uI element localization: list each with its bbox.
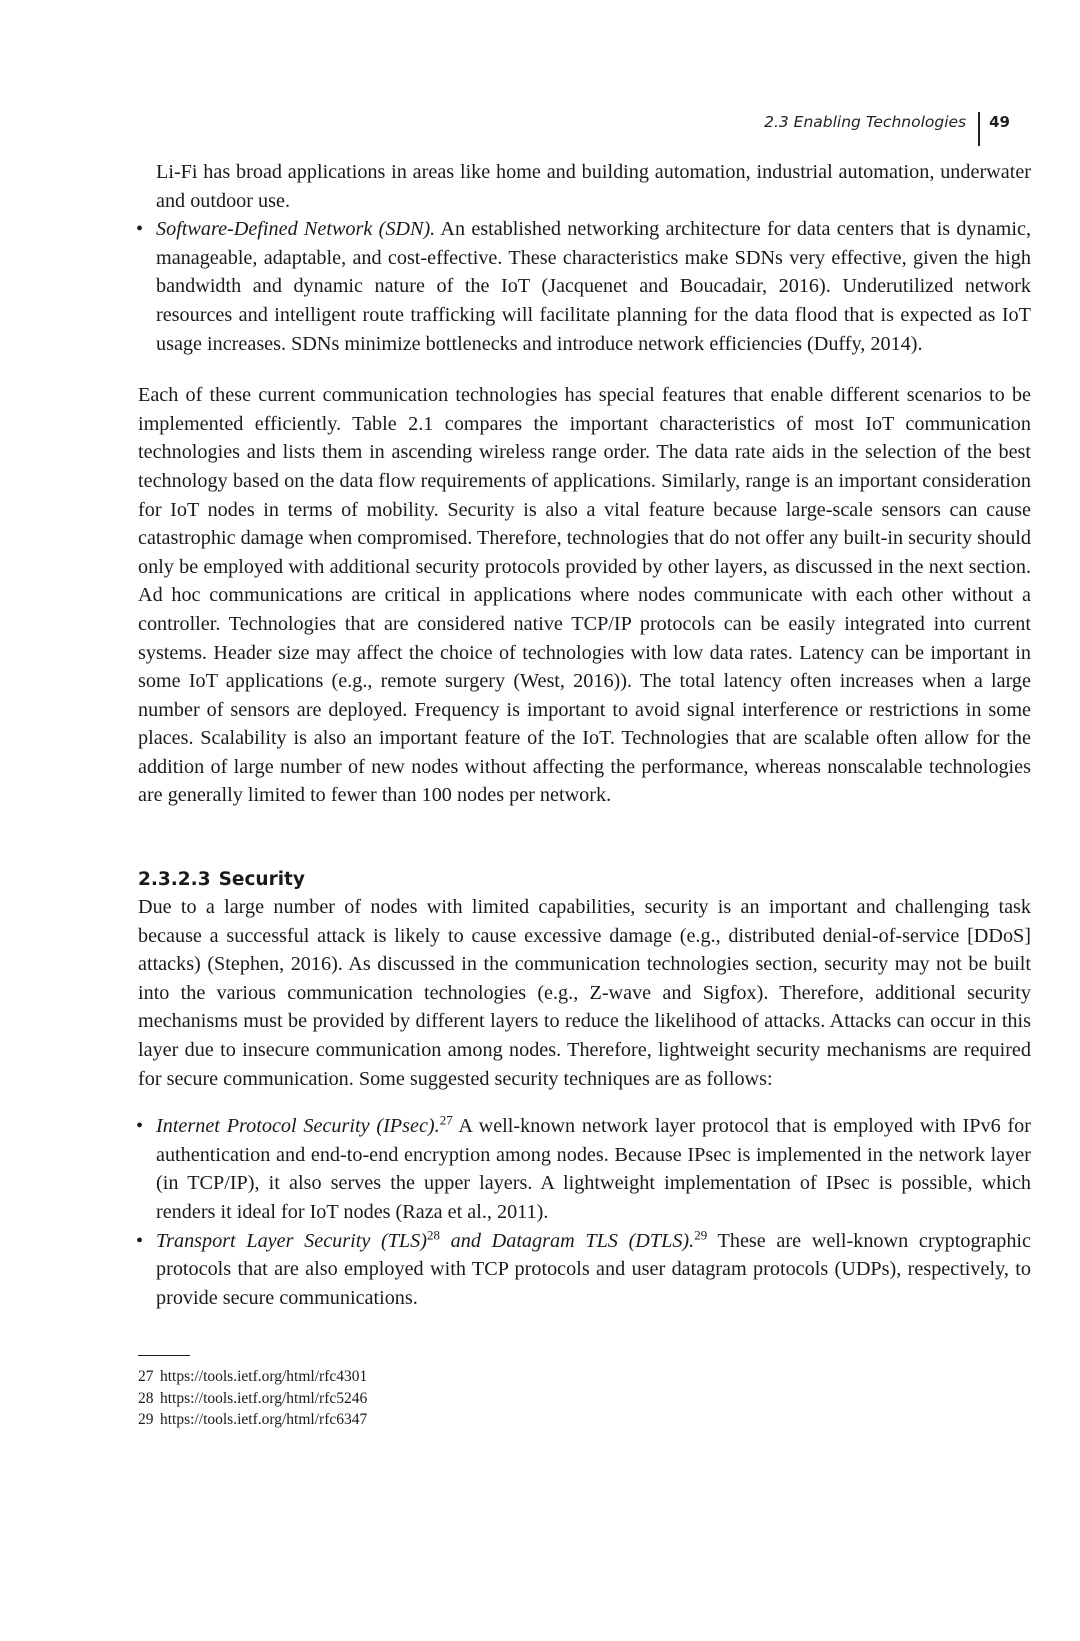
bullet-dot: • (136, 1115, 144, 1138)
sdn-text: An established networking architecture for data centers that is dynamic, manageable, adaptable, and cost-effective. These characteristics make SDNs very effective, given the high bandwidth and dynamic nature of the IoT (Jacquenet and Boucadair, 2016). Underutilized network resources and intelligent route trafficking will facilitate planning for the data flood that is expected as IoT usage increases. SDNs minimize bottlenecks and introduce network efficiencies (Duffy, 2014). (156, 218, 1031, 355)
page-number: 49 (989, 113, 1010, 131)
footnote-link[interactable]: https://tools.ietf.org/html/rfc6347 (160, 1411, 368, 1428)
footnote-link[interactable]: https://tools.ietf.org/html/rfc5246 (160, 1389, 368, 1407)
section-number: 2.3.2.3 (138, 869, 211, 891)
footnote-29 (138, 1409, 367, 1431)
dtls-term: and Datagram TLS (DTLS). (439, 1229, 695, 1252)
section-heading-security (138, 867, 1031, 893)
bullet-dot: • (136, 218, 144, 241)
sdn-bullet-item (138, 215, 1031, 358)
communication-technologies-paragraph: Each of these current communication technologies has special features that enable different scenarios to be implemented efficiently. Table 2.1 compares the important characteristics of most IoT communication technologies and lists them in ascending wireless range order. The data rate aids in the selection of the best technology based on the data flow requirements of applications. Similarly, range is an important consideration for IoT nodes in terms of mobility. Security is also a vital feature because large-scale sensors can cause catastrophic damage when compromised. Therefore, technologies that do not offer any built-in security should only be employed with additional security protocols provided by other layers, as discussed in the next section. Ad hoc communications are critical in applications where nodes communicate with each other without a controller. Technologies that are considered native TCP/IP protocols can be easily integrated into current systems. Header size may affect the choice of technologies with low data rates. Latency can be important in some IoT applications (e.g., remote surgery (West, 2016)). The total latency often increases when a large number of sensors are deployed. Frequency is important to avoid signal interference or restrictions in some places. Scalability is also an important feature of the IoT. Technologies that are scalable often allow for the addition of large number of new nodes without affecting the performance, whereas nonscalable technologies are generally limited to fewer than 100 nodes per network. (138, 384, 1031, 807)
footnotes (138, 1366, 367, 1431)
security-paragraph: Due to a large number of nodes with limited capabilities, security is an important and challenging task because a successful attack is likely to cause excessive damage (e.g., distributed denial-of-service [DDoS] attacks) (Stephen, 2016). As discussed in the communication technologies section, security may not be built into the various communication technologies (e.g., Z-wave and Sigfox). Therefore, additional security mechanisms must be provided by different layers to reduce the likelihood of attacks. Attacks can occur in this layer due to insecure communication among nodes. Therefore, lightweight security mechanisms are required for secure communication. Some suggested security techniques are as follows: (138, 896, 1031, 1090)
footnote-ref-28[interactable]: 28 (426, 1226, 440, 1242)
bullet-dot: • (136, 1229, 144, 1252)
footnote-number: 28 (138, 1389, 154, 1407)
footnote-28 (138, 1388, 367, 1410)
section-title: Security (218, 869, 305, 891)
tls-bullet-item (138, 1227, 1031, 1313)
sdn-term: Software-Defined Network (SDN). (156, 218, 436, 241)
footnote-number: 29 (138, 1411, 154, 1428)
running-head (764, 112, 1010, 146)
tls-text: These are well-known cryptographic protocols that are also employed with TCP protocols and user datagram protocols (UDPs), respectively, to provide secure communications. (156, 1229, 1031, 1309)
running-head-divider (978, 112, 980, 146)
footnote-link[interactable]: https://tools.ietf.org/html/rfc4301 (160, 1368, 368, 1385)
page-body (138, 158, 1031, 1312)
ipsec-bullet-item (138, 1112, 1031, 1226)
ipsec-text: A well-known network layer protocol that is employed with IPv6 for authentication and end-to-end encryption among nodes. Because IPsec is implemented in the network layer (in TCP/IP), it also serves the upper layers. A lightweight implementation of IPsec is possible, which renders it ideal for IoT nodes (Raza et al., 2011). (156, 1115, 1032, 1223)
running-head-section-title: 2.3 Enabling Technologies (764, 113, 967, 131)
footnote-divider (138, 1355, 190, 1356)
tls-term: Transport Layer Security (TLS) (156, 1229, 427, 1252)
footnote-ref-29[interactable]: 29 (694, 1226, 708, 1242)
ipsec-term: Internet Protocol Security (IPsec). (156, 1115, 440, 1138)
footnote-number: 27 (138, 1368, 154, 1385)
footnote-27 (138, 1366, 367, 1388)
footnote-ref-27[interactable]: 27 (439, 1112, 453, 1128)
lifi-continuation-text: Li-Fi has broad applications in areas like home and building automation, industrial automation, underwater and outdoor use. (156, 161, 1031, 212)
